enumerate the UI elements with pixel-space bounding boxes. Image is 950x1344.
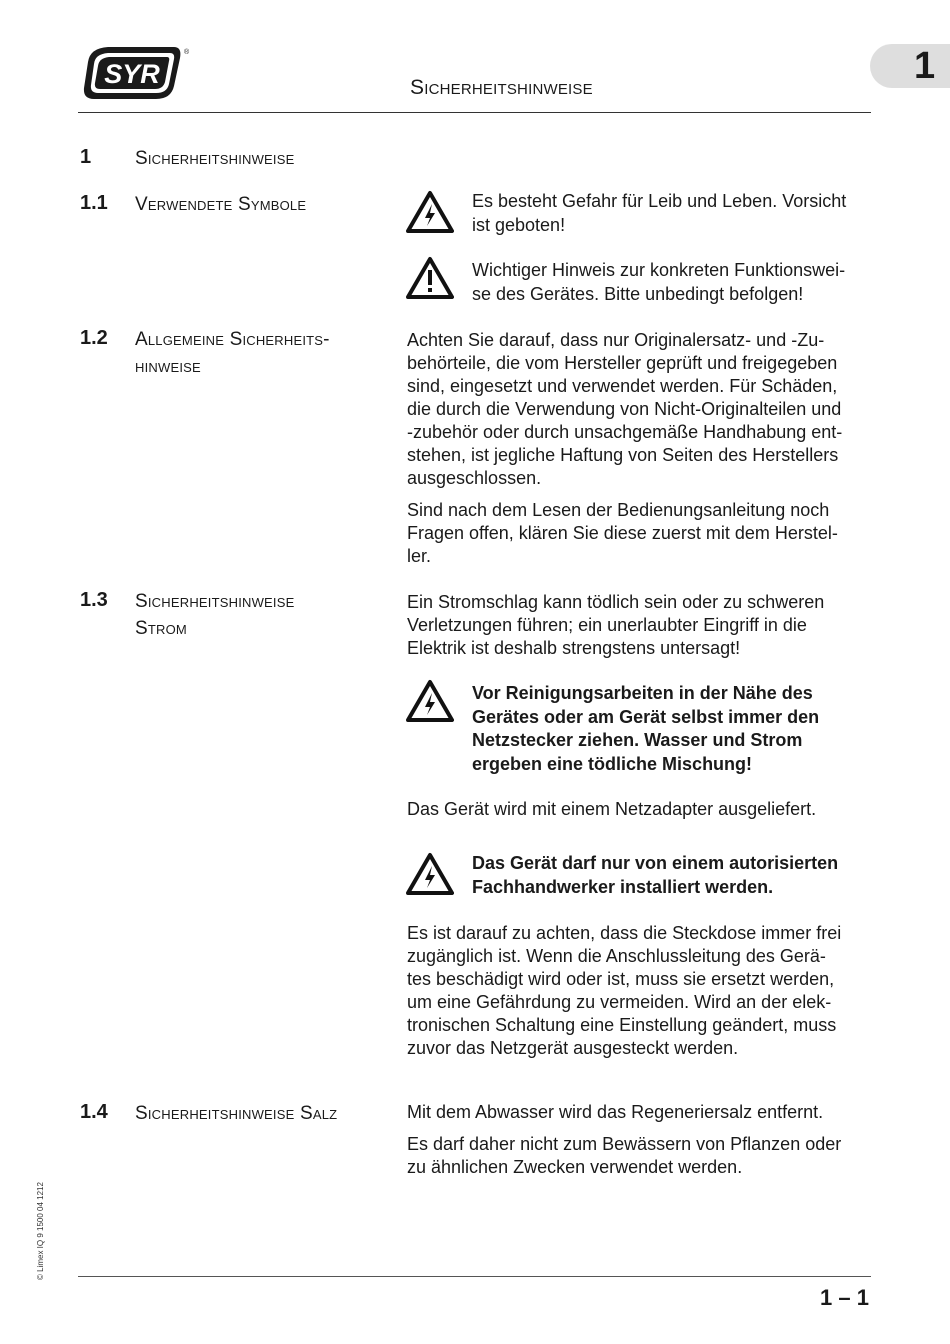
chapter-tab (870, 44, 950, 88)
title-line: Strom (135, 618, 187, 639)
footer-divider (78, 1276, 871, 1277)
warning-line: Vor Reinigungsarbeiten in der Nähe des (472, 683, 813, 703)
cleaning-warning (472, 682, 874, 776)
installation-warning (472, 852, 874, 899)
text-line: um eine Gefährdung zu vermeiden. Wird an der elek- (407, 992, 832, 1012)
note-line: Es besteht Gefahr für Leib und Leben. Vorsicht (472, 191, 847, 211)
registered-mark: ® (184, 49, 190, 56)
exclamation-warning-icon (406, 256, 454, 300)
general-safety-paragraph-2 (407, 499, 873, 568)
text-line: zu ähnlichen Zwecken verwendet werden. (407, 1157, 743, 1177)
text-line: zugänglich ist. Wenn die Anschlussleitung des Gerä- (407, 946, 826, 966)
text-line: behörteile, die vom Hersteller geprüft und freigegeben (407, 353, 838, 373)
text-line: tronischen Schaltung eine Einstellung geändert, muss (407, 1015, 837, 1035)
section-1-1-number: 1.1 (80, 192, 108, 214)
section-1-4-title: Sicherheitshinweise Salz (135, 1103, 338, 1124)
text-line: ler. (407, 546, 432, 566)
symbol-note-important (472, 259, 874, 306)
text-line: die durch die Verwendung von Nicht-Originalteilen und (407, 399, 842, 419)
text-line: Sind nach dem Lesen der Bedienungsanleitung noch (407, 500, 830, 520)
text-line: Es ist darauf zu achten, dass die Steckdose immer frei (407, 923, 842, 943)
text-line: -zubehör oder durch unsachgemäße Handhabung ent- (407, 422, 843, 442)
text-line: Ein Stromschlag kann tödlich sein oder zu schweren (407, 592, 825, 612)
page-number: 1 – 1 (820, 1285, 869, 1310)
note-line: Wichtiger Hinweis zur konkreten Funktionswei- (472, 260, 846, 280)
warning-line: Fachhandwerker installiert werden. (472, 876, 774, 897)
syr-logo (78, 42, 190, 104)
warning-line: Das Gerät darf nur von einem autorisierten (472, 853, 839, 873)
warning-line: Netzstecker ziehen. Wasser und Strom (472, 730, 803, 750)
socket-paragraph (407, 922, 873, 1060)
section-1-3-number: 1.3 (80, 589, 108, 611)
title-line: Allgemeine Sicherheits- (135, 329, 330, 350)
title-line: hinweise (135, 356, 201, 377)
note-line: se des Gerätes. Bitte unbedingt befolgen! (472, 283, 804, 304)
text-line: tes beschädigt wird oder ist, muss sie ersetzt werden, (407, 969, 835, 989)
warning-line: ergeben eine tödliche Mischung! (472, 753, 753, 774)
salt-paragraph-1 (407, 1101, 873, 1124)
warning-line: Gerätes oder am Gerät selbst immer den (472, 706, 820, 727)
title-line: Sicherheitshinweise (135, 591, 295, 612)
section-1-2-title (135, 326, 385, 380)
imprint-note: © Limex IQ 9 1500 04 1212 (36, 1182, 45, 1280)
electric-hazard-icon (406, 190, 454, 234)
text-line: Mit dem Abwasser wird das Regeneriersalz entfernt. (407, 1102, 824, 1122)
text-line: Es darf daher nicht zum Bewässern von Pflanzen oder (407, 1134, 842, 1154)
header-title: Sicherheitshinweise (410, 76, 593, 99)
salt-paragraph-2 (407, 1133, 873, 1179)
electric-shock-paragraph (407, 591, 873, 660)
text-line: Verletzungen führen; ein unerlaubter Eingriff in die (407, 615, 807, 635)
text-line: Achten Sie darauf, dass nur Originalersatz- und -Zu- (407, 330, 825, 350)
text-line: stehen, ist jegliche Haftung von Seiten des Herstellers (407, 445, 839, 465)
header-divider (78, 112, 871, 113)
text-line: ausgeschlossen. (407, 468, 542, 488)
section-1-number: 1 (80, 146, 92, 168)
section-1-2-number: 1.2 (80, 327, 108, 349)
note-line: ist geboten! (472, 214, 566, 235)
chapter-number: 1 (914, 45, 936, 87)
text-line: Fragen offen, klären Sie diese zuerst mit dem Herstel- (407, 523, 838, 543)
general-safety-paragraph-1 (407, 329, 873, 490)
section-1-3-title (135, 588, 385, 642)
section-1-1-title: Verwendete Symbole (135, 194, 307, 215)
symbol-note-danger (472, 190, 874, 237)
text-line: zuvor das Netzgerät ausgesteckt werden. (407, 1038, 739, 1058)
text-line: sind, eingesetzt und verwendet werden. Für Schäden, (407, 376, 838, 396)
adapter-note: Das Gerät wird mit einem Netzadapter ausgeliefert. (407, 799, 817, 819)
text-line: Elektrik ist deshalb strengstens untersagt! (407, 638, 741, 658)
electric-hazard-icon (406, 852, 454, 896)
section-1-title: Sicherheitshinweise (135, 148, 295, 169)
section-1-4-number: 1.4 (80, 1101, 108, 1123)
electric-hazard-icon (406, 679, 454, 723)
logo-wordmark: SYR (104, 59, 160, 89)
